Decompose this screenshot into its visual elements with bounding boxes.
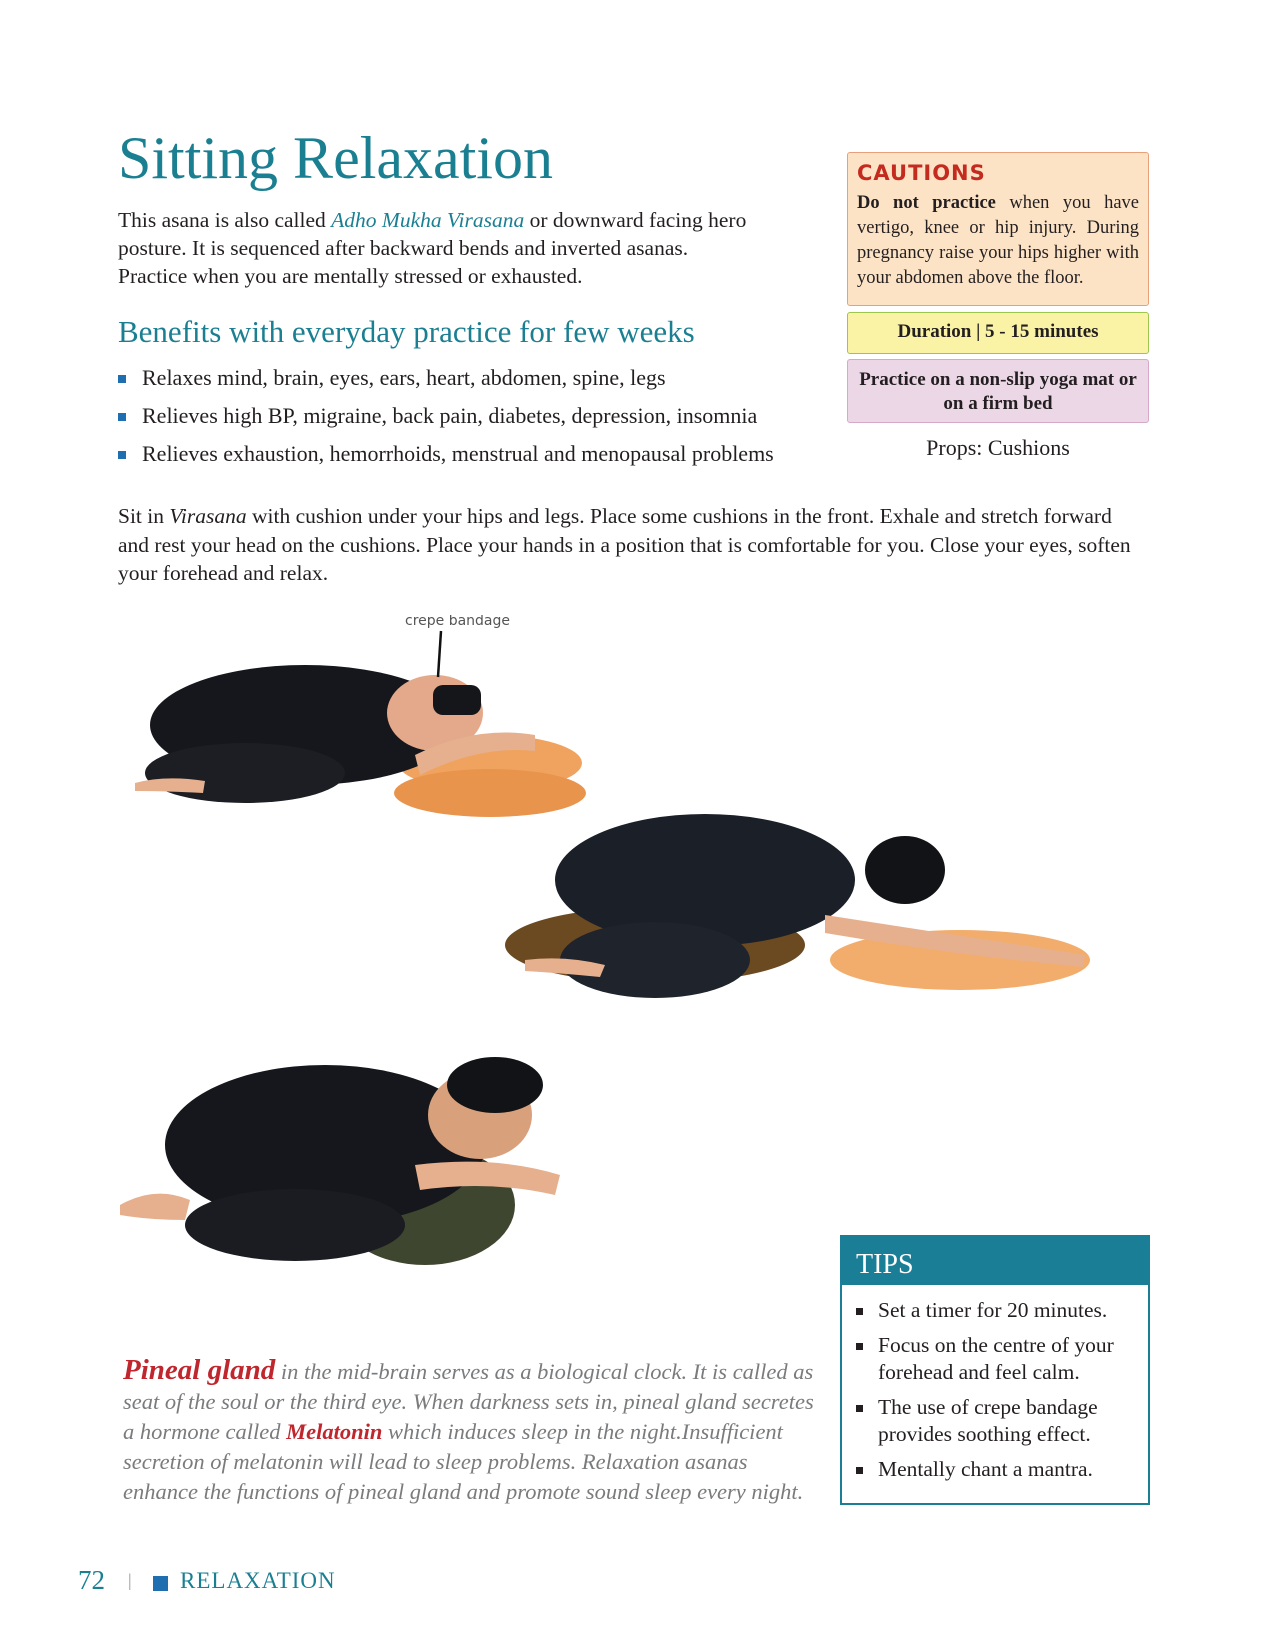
intro-paragraph <box>118 206 758 290</box>
pineal-text-end: which induces sleep in the night.Insufficient secretion of melatonin will lead to sleep problems. Relaxation asanas enhance the functions of pineal gland and promote sound sleep every night. <box>123 1419 804 1504</box>
pose-photo-3 <box>120 1057 560 1265</box>
tips-list <box>842 1285 1148 1483</box>
duration-box: Duration | 5 - 15 minutes <box>847 312 1149 354</box>
section-square-icon <box>153 1576 168 1591</box>
figure-head <box>865 836 945 904</box>
instructions-paragraph <box>118 502 1148 588</box>
page-title: Sitting Relaxation <box>118 125 553 191</box>
tips-box <box>840 1235 1150 1505</box>
cautions-box <box>847 152 1149 306</box>
tip-item: Focus on the centre of your forehead and feel calm. <box>854 1332 1138 1386</box>
benefit-item: Relieves exhaustion, hemorrhoids, menstrual and menopausal problems <box>118 440 774 478</box>
section-label: RELAXATION <box>180 1568 336 1593</box>
cautions-title: CAUTIONS <box>857 161 986 185</box>
pose-illustrations <box>95 615 1145 1315</box>
pineal-text-start: in the mid-brain serves as a biological clock. It is called as seat of the soul or the third eye. When darkness sets in, pineal gland secretes a hormone called <box>123 1359 814 1444</box>
cushion <box>394 769 586 817</box>
tip-item: Set a timer for 20 minutes. <box>854 1297 1138 1324</box>
benefit-item: Relaxes mind, brain, eyes, ears, heart, abdomen, spine, legs <box>118 364 774 402</box>
mat-note-box: Practice on a non-slip yoga mat or on a firm bed <box>847 359 1149 423</box>
benefit-item: Relieves high BP, migraine, back pain, diabetes, depression, insomnia <box>118 402 774 440</box>
tip-item: Mentally chant a mantra. <box>854 1456 1138 1483</box>
figure-body <box>555 814 855 946</box>
instructions-text-end: with cushion under your hips and legs. Place some cushions in the front. Exhale and stretch forward and rest your head on the cushions. Place your hands in a position that is comfortable for you. Close your eyes, soften your forehead and relax. <box>118 504 1131 585</box>
asana-alt-name: Adho Mukha Virasana <box>331 208 525 232</box>
pineal-gland-term: Pineal gland <box>123 1354 276 1386</box>
intro-text-end: or downward facing hero posture. It is sequenced after backward bends and inverted asanas. Practice when you are mentally stressed or exhausted. <box>118 208 747 288</box>
figure-foot <box>120 1194 190 1220</box>
instructions-text-start: Sit in <box>118 504 170 528</box>
tips-title: TIPS <box>842 1237 1148 1285</box>
tip-item: The use of crepe bandage provides soothing effect. <box>854 1394 1138 1448</box>
benefits-heading: Benefits with everyday practice for few weeks <box>118 314 695 349</box>
pineal-gland-note <box>123 1355 823 1507</box>
crepe-bandage-mark <box>433 685 481 715</box>
bandage-pointer <box>438 631 441 677</box>
melatonin-term: Melatonin <box>286 1419 383 1444</box>
benefits-list <box>118 364 774 478</box>
props-label: Props: Cushions <box>926 435 1070 460</box>
page-number: 72 <box>78 1565 105 1595</box>
pose-photo-1 <box>135 615 586 817</box>
cautions-emphasis: Do not practice <box>857 193 996 213</box>
figure-foot <box>135 778 205 793</box>
crepe-bandage-label: crepe bandage <box>405 615 511 629</box>
intro-text-start: This asana is also called <box>118 208 332 232</box>
pose-photo-2 <box>505 814 1090 998</box>
cautions-text <box>857 191 1139 291</box>
figure-legs <box>145 743 345 803</box>
footer-separator: | <box>128 1570 132 1590</box>
virasana-term: Virasana <box>169 504 247 528</box>
figure-legs <box>185 1189 405 1261</box>
figure-hair <box>447 1057 543 1113</box>
cautions-body: when you have vertigo, knee or hip injury. During pregnancy raise your hips higher with your abdomen above the floor. <box>857 193 1139 288</box>
figure-legs <box>560 922 750 998</box>
